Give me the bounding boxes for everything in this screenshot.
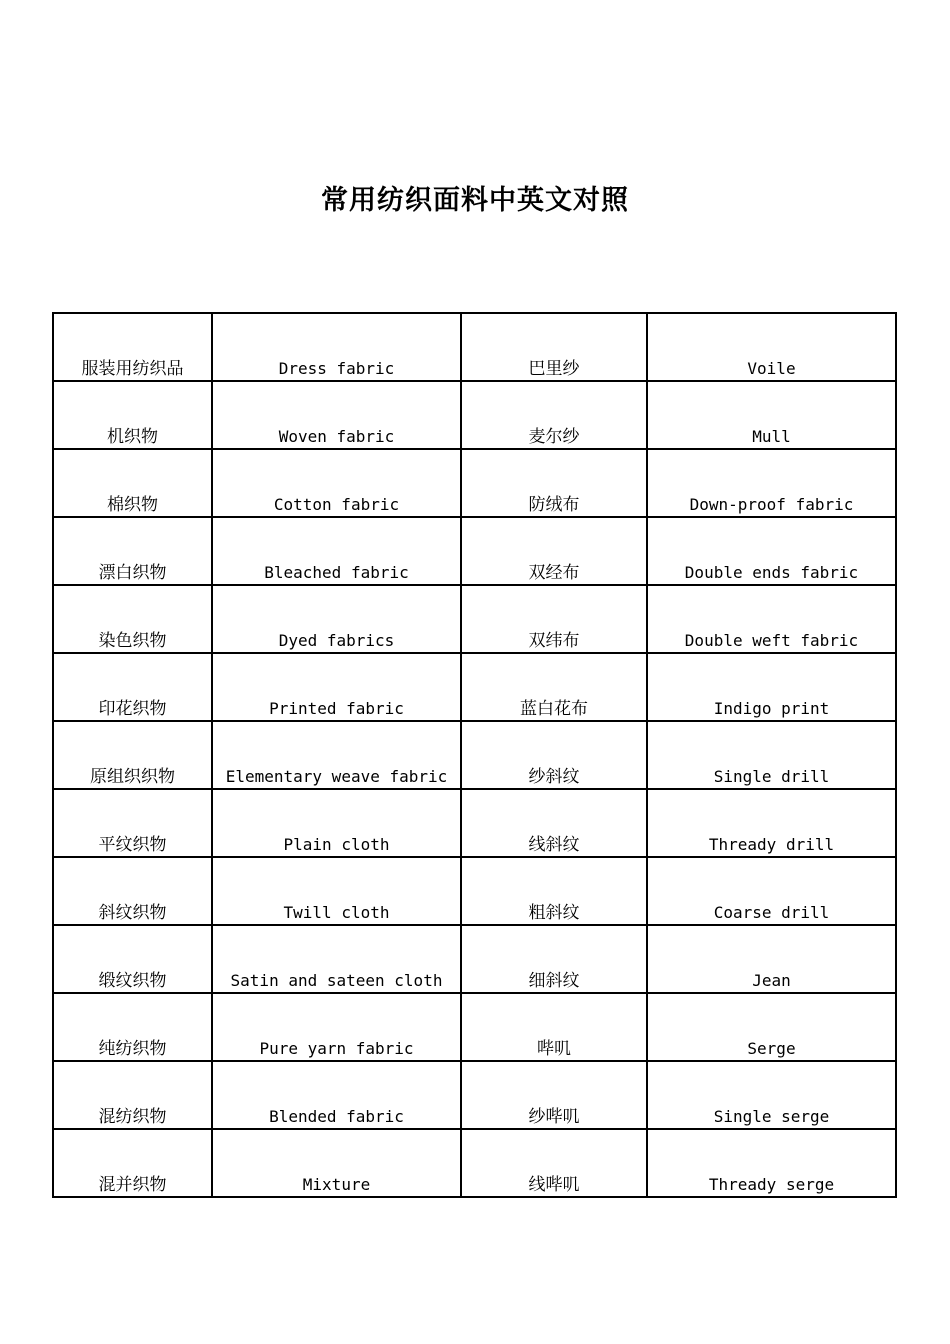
english-term-cell: Single serge — [646, 1062, 895, 1130]
chinese-term-cell: 缎纹织物 — [54, 926, 211, 994]
english-term-cell: Dress fabric — [211, 314, 460, 382]
table-row — [54, 518, 895, 586]
chinese-term-cell: 双纬布 — [460, 586, 646, 654]
english-term-cell: Woven fabric — [211, 382, 460, 450]
english-term-cell: Plain cloth — [211, 790, 460, 858]
chinese-term-cell: 漂白织物 — [54, 518, 211, 586]
english-term-cell: Pure yarn fabric — [211, 994, 460, 1062]
english-term-cell: Jean — [646, 926, 895, 994]
chinese-term-cell: 印花织物 — [54, 654, 211, 722]
chinese-term-cell: 蓝白花布 — [460, 654, 646, 722]
page-title: 常用纺织面料中英文对照 — [321, 185, 629, 216]
chinese-term-cell: 平纹织物 — [54, 790, 211, 858]
chinese-term-cell: 粗斜纹 — [460, 858, 646, 926]
glossary-body — [54, 314, 895, 1196]
table-row — [54, 1130, 895, 1196]
chinese-term-cell: 麦尔纱 — [460, 382, 646, 450]
english-term-cell: Coarse drill — [646, 858, 895, 926]
english-term-cell: Mixture — [211, 1130, 460, 1196]
english-term-cell: Dyed fabrics — [211, 586, 460, 654]
english-term-cell: Down-proof fabric — [646, 450, 895, 518]
english-term-cell: Blended fabric — [211, 1062, 460, 1130]
chinese-term-cell: 线斜纹 — [460, 790, 646, 858]
chinese-term-cell: 棉织物 — [54, 450, 211, 518]
table-row — [54, 382, 895, 450]
table-row — [54, 586, 895, 654]
english-term-cell: Mull — [646, 382, 895, 450]
chinese-term-cell: 混纺织物 — [54, 1062, 211, 1130]
chinese-term-cell: 纯纺织物 — [54, 994, 211, 1062]
chinese-term-cell: 线哔叽 — [460, 1130, 646, 1196]
table-row — [54, 450, 895, 518]
english-term-cell: Twill cloth — [211, 858, 460, 926]
english-term-cell: Single drill — [646, 722, 895, 790]
table-row — [54, 790, 895, 858]
chinese-term-cell: 防绒布 — [460, 450, 646, 518]
english-term-cell: Cotton fabric — [211, 450, 460, 518]
english-term-cell: Indigo print — [646, 654, 895, 722]
chinese-term-cell: 巴里纱 — [460, 314, 646, 382]
table-row — [54, 654, 895, 722]
table-row — [54, 994, 895, 1062]
english-term-cell: Bleached fabric — [211, 518, 460, 586]
chinese-term-cell: 纱斜纹 — [460, 722, 646, 790]
english-term-cell: Satin and sateen cloth — [211, 926, 460, 994]
table-row — [54, 314, 895, 382]
table-row — [54, 858, 895, 926]
chinese-term-cell: 细斜纹 — [460, 926, 646, 994]
chinese-term-cell: 混并织物 — [98, 1175, 167, 1195]
chinese-term-cell: 双经布 — [460, 518, 646, 586]
chinese-term-cell: 染色织物 — [54, 586, 211, 654]
english-term-cell: Elementary weave fabric — [211, 722, 460, 790]
english-term-cell: Thready serge — [646, 1130, 895, 1196]
chinese-term-cell: 纱哔叽 — [460, 1062, 646, 1130]
table-row — [54, 1062, 895, 1130]
table-row — [54, 722, 895, 790]
chinese-term-cell: 原组织织物 — [54, 722, 211, 790]
english-term-cell: Voile — [646, 314, 895, 382]
english-term-cell: Printed fabric — [211, 654, 460, 722]
chinese-term-cell: 斜纹织物 — [54, 858, 211, 926]
fabric-glossary-table — [52, 312, 897, 1198]
chinese-term-cell: 机织物 — [54, 382, 211, 450]
english-term-cell: Thready drill — [646, 790, 895, 858]
chinese-term-cell: 哔叽 — [460, 994, 646, 1062]
english-term-cell: Serge — [646, 994, 895, 1062]
chinese-term-cell: 服装用纺织品 — [54, 314, 211, 382]
table-row — [54, 926, 895, 994]
english-term-cell: Double weft fabric — [646, 586, 895, 654]
english-term-cell: Double ends fabric — [646, 518, 895, 586]
